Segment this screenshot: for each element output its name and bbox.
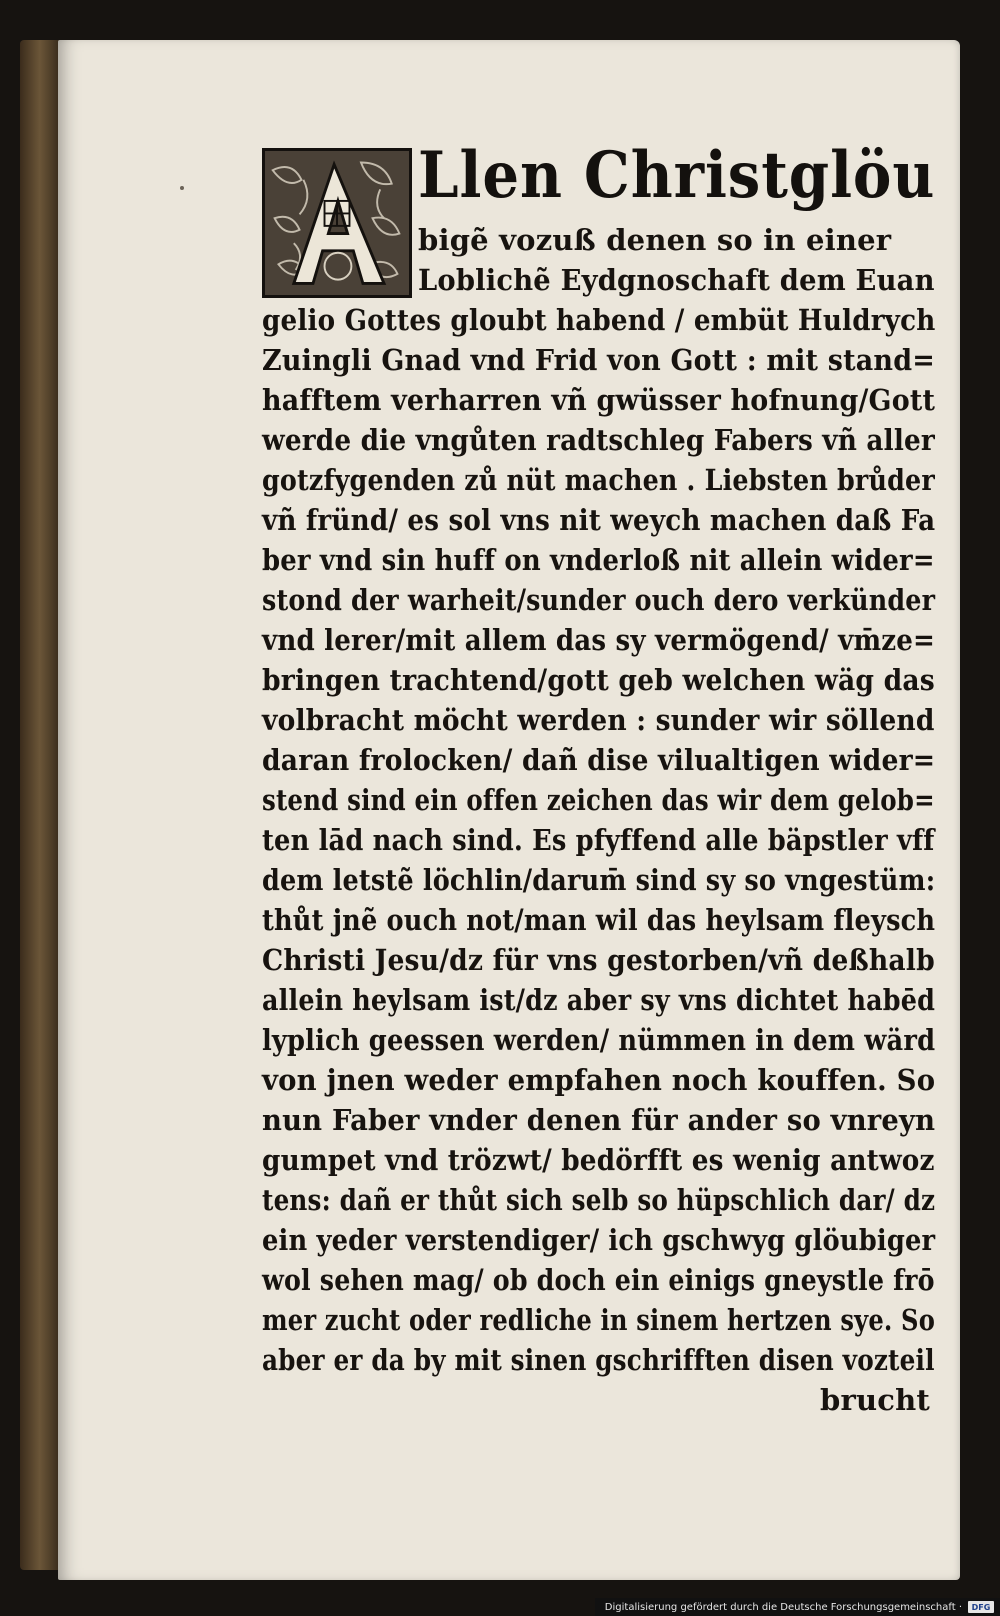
- decorated-initial-a-icon: [265, 151, 409, 295]
- text-line: tens: dañ er thůt sich selb so hüpschlich dar/ dz: [262, 1183, 936, 1217]
- text-line: gumpet vnd trözwt/ bedörfft es wenig antwoz: [262, 1143, 935, 1177]
- decorated-initial-a: [262, 148, 412, 298]
- text-line: stend sind ein offen zeichen das wir dem gelob=: [262, 783, 935, 817]
- text-line: vñ fründ/ es sol vns nit weych machen daß Fa: [262, 503, 936, 537]
- text-line: thůt jnẽ ouch not/man wil das heylsam fleysch: [262, 903, 936, 937]
- text-line: nun Faber vnder denen für ander so vnreyn: [262, 1103, 936, 1137]
- text-line: daran frolocken/ dañ dise vilualtigen wider=: [262, 743, 936, 777]
- text-line: stond der warheit/sunder ouch dero verkünder: [262, 583, 936, 617]
- text-line: allein heylsam ist/dz aber sy vns dichtet habēd: [262, 983, 936, 1017]
- text-line: von jnen weder empfahen noch kouffen. So: [262, 1063, 936, 1097]
- text-line: bringen trachtend/gott geb welchen wäg das: [262, 663, 935, 697]
- text-line: ten lād nach sind. Es pfyffend alle bäpstler vff: [262, 823, 935, 857]
- text-line: dem letstẽ löchlin/darum̄ sind sy so vngestüm:: [262, 863, 936, 897]
- text-line: gelio Gottes gloubt habend / embüt Huldrych: [262, 303, 936, 337]
- text-line: ein yeder verstendiger/ ich gschwyg glöubiger: [262, 1223, 936, 1257]
- text-line: Loblichẽ Eydgnoschaft dem Euan: [418, 263, 935, 297]
- text-line: hafftem verharren vñ gwüsser hofnung/Gott: [262, 383, 936, 417]
- footer-bar: [595, 1598, 1000, 1616]
- footer-credit: Digitalisierung gefördert durch die Deutsche Forschungsgemeinschaft ·: [604, 1601, 962, 1613]
- page-speck: [180, 186, 184, 190]
- text-line: bigẽ vozuß denen so in einer: [418, 223, 892, 257]
- text-line: wol sehen mag/ ob doch ein einigs gneystle frō: [262, 1263, 935, 1297]
- heading-text: Llen Christglöu: [418, 138, 936, 213]
- text-line: lyplich geessen werden/ nümmen in dem wärd: [262, 1023, 936, 1057]
- text-line: Zuingli Gnad vnd Frid von Gott : mit stand=: [262, 343, 936, 377]
- text-line: aber er da by mit sinen gschrifften disen vozteil: [262, 1343, 935, 1377]
- text-line: ber vnd sin huff on vnderloß nit allein wider=: [262, 543, 935, 577]
- catchword: brucht: [820, 1383, 930, 1417]
- dfg-logo-icon: DFG: [968, 1601, 994, 1613]
- text-line: Christi Jesu/dz für vns gestorben/vñ deßhalb: [262, 943, 935, 977]
- text-line: werde die vngůten radtschleg Fabers vñ aller: [262, 423, 935, 457]
- text-line: vnd lerer/mit allem das sy vermögend/ vm̄ze=: [262, 623, 936, 657]
- text-line: gotzfygenden zů nüt machen . Liebsten brůder: [262, 463, 935, 497]
- text-line: mer zucht oder redliche in sinem hertzen sye. So: [262, 1303, 935, 1337]
- text-line: volbracht möcht werden : sunder wir söllend: [262, 703, 935, 737]
